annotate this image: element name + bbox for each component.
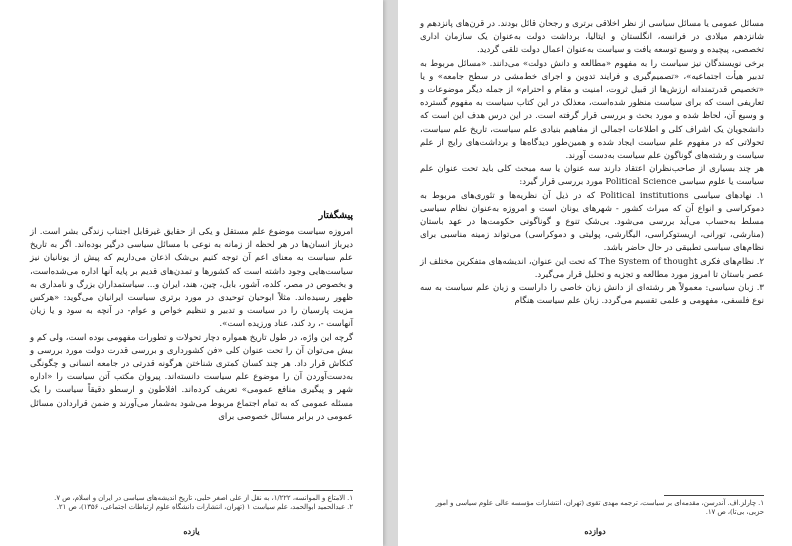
footnote: ۲. عبدالحمید ابوالحمد، علم سیاست ۱ (تهران، انتشارات دانشگاه علوم ارتباطات اجتماعی، ۱۳۵۶)، ص ۲۱. bbox=[56, 503, 353, 511]
page-number: یازده bbox=[183, 526, 200, 536]
paragraph: برخی نویسندگان نیز سیاست را به مفهوم «مطالعه و دانش دولت» می‌دانند. «مسائل مربوط به تدبیر هیأت اجتماعیه»، «تصمیم‌گیری و فرایند تدوین و اجرای خط‌مشی در سطح جامعه» و یا «تخصیص قدرتمندانه ارزش‌ها از قبیل ثروت، امنیت و مقام و احترام» از جمله دیگر موضوعات و تعاریفی است که برای سیاست منظور شده‌است، معذلک در این کتاب سیاست به مفهوم گسترده و وسیع آن، لحاظ شده و مورد بحث و بررسی قرار گرفته است. در این درس هدف این است که دانشجویان یک اشراف کلی و اطلاعات اجمالی از مفاهیم بنیادی علم سیاست، تاریخ علم سیاست، تحولاتی که در مفهوم علم سیاست ایجاد شده و همین‌طور دیدگاه‌ها و برداشت‌های رایج از علم سیاست و رشته‌های گوناگون علم سیاست به‌دست آورند. bbox=[420, 58, 764, 162]
footnote-divider bbox=[253, 490, 353, 491]
footnote: ۱. چارلز.اف. آندرسن، مقدمه‌ای بر سیاست، ترجمه مهدی تقوی (تهران، انتشارات مؤسسه عالی علوم سیاسی و امور حزبی، بی‌تا)، ص ۱۷. bbox=[435, 499, 764, 516]
page-heading: پیشگفتار bbox=[318, 210, 353, 221]
right-body-text bbox=[420, 18, 764, 308]
paragraph: امروزه سیاست موضوع علم مستقل و یکی از حقایق غیرقابل اجتناب زندگی بشر است. از دیرباز انسان‌ها در هر لحظه از زمانه به نوعی با مسائل سیاسی درگیر بوده‌اند. اگر به تاریخ علم سیاست به معنای اعم آن توجه کنیم بی‌شک اذعان می‌داریم که پیش از یونانیان نیز سیاست‌هایی وجود داشته است که کشورها و تمدن‌های قدیم بر پایه آنها اداره می‌شده‌است، و بخصوص در مصر، کلده، آشور، بابل، چین، هند، ایران و... سیاستمداران بزرگ و نامداری به ظهور رسیده‌اند. مثلاً ابوحیان توحیدی در مورد برتری سیاست ایرانیان می‌گوید: «هرکس مزیت پارسیان را در سیاست و تدبیر و تنظیم خواص و عوام- در آنچه به سود و یا زیان آنهاست -، رد کند، عناد ورزیده است». bbox=[30, 227, 353, 330]
left-body-text bbox=[30, 226, 353, 424]
list-item: ۲. نظام‌های فکری The System of thought که تحت این عنوان، اندیشه‌های متفکرین مختلف از عصر باستان تا امروز مورد مطالعه و تجزیه و تحلیل قرار می‌گیرد. bbox=[420, 256, 765, 280]
right-page bbox=[398, 0, 792, 546]
footnotes bbox=[30, 494, 353, 512]
footnotes bbox=[420, 499, 764, 517]
footnote: ۱. الامتاع و الموانسه، ۱/۲۲۲، به نقل از علی اصغر حلبی، تاریخ اندیشه‌های سیاسی در ایران و اسلام، ص ۷. bbox=[54, 494, 353, 502]
list-item: ۱. نهادهای سیاسی Political institutions که در ذیل آن نظریه‌ها و تئوری‌های مربوط به دموکراسی و انواع آن که میراث کشور - شهرهای یونان است و امروزه به‌عنوان نظام سیاسی مسلط به‌حساب می‌آید بررسی می‌شود. بی‌شک تنوع و گوناگونی حکومت‌ها در عهد باستان (منارشی، تورانی، اریستوکراسی، الیگارشی، پولیتی و دموکراسی) می‌تواند زمینه مناسبی برای نظام‌های سیاسی تطبیقی در حال حاضر باشد. bbox=[420, 190, 764, 254]
page-number: دوازده bbox=[584, 526, 606, 536]
footnote-divider bbox=[664, 495, 764, 496]
left-page bbox=[0, 0, 383, 546]
paragraph: گرچه این واژه، در طول تاریخ همواره دچار تحولات و تطورات مفهومی بوده است، ولی کم و بیش می‌توان آن را تحت عنوان کلی «فن کشورداری و بررسی قدرت دولت مورد بررسی و کنکاش قرار داد. هر چند کسان کمتری شناختن هرگونه قدرتی در جامعه انسانی و چگونگی به‌دست‌آوردن آن را موضوع علم سیاست دانسته‌اند. پیروان مکتب آتن سیاست را «اداره شهر و پیگیری منافع عمومی» تعریف کرده‌اند. افلاطون و ارسطو دقیقاً سیاست را یک مسئله عمومی که به تمام اجتماع مربوط می‌شود به‌شمار می‌آورند و ضمن قراردادن مسائل عمومی در برابر مسائل خصوصی برای bbox=[30, 332, 353, 422]
list-item: ۳. زبان سیاسی: معمولاً هر رشته‌ای از دانش زبان خاصی را داراست و زبان علم سیاست به سه نوع فلسفی، مفهومی و علمی تقسیم می‌گردد. زبان علم سیاست هنگام bbox=[420, 283, 764, 307]
paragraph: هر چند بسیاری از صاحب‌نظران اعتقاد دارند سه عنوان یا سه مبحث کلی باید تحت عنوان علم سیاست یا علوم سیاسی Political Science مورد بررسی قرار گیرد: bbox=[420, 164, 764, 188]
paragraph: مسائل عمومی یا مسائل سیاسی از نظر اخلاقی برتری و رجحان قائل بودند. در قرن‌های پانزدهم و شانزدهم میلادی در فرانسه، انگلستان و ایتالیا، برداشت دولت به‌عنوان یک سازمان اداری تخصصی، پیچیده و وسیع توسعه یافت و سیاست به‌عنوان اعمال دولت تلقی گردید. bbox=[420, 19, 764, 56]
